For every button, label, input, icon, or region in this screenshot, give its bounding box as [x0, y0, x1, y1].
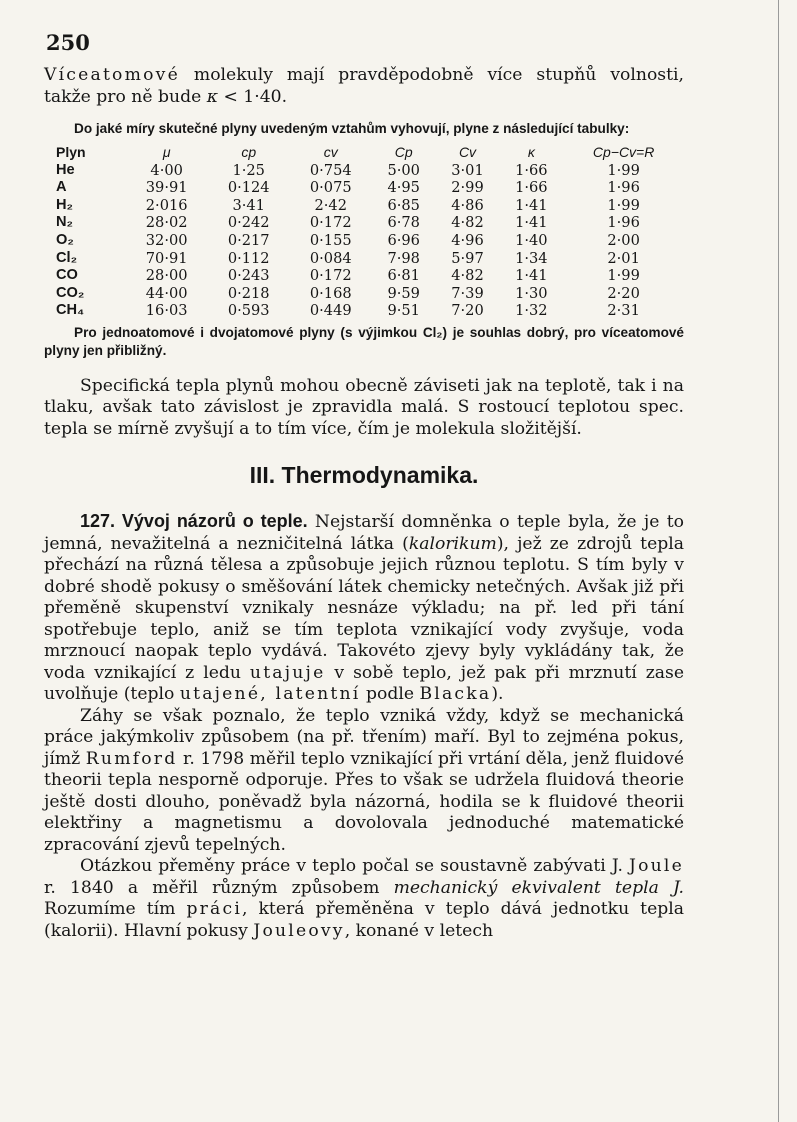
table-cell: 0·243	[227, 267, 270, 285]
table-cell: 9·51	[387, 302, 420, 320]
table-row	[44, 250, 684, 268]
table-cell: 0·242	[227, 214, 270, 232]
table-cell: 2·20	[607, 284, 640, 302]
table-cell: 2·99	[451, 179, 484, 197]
table-row	[44, 267, 684, 285]
table-header-cell: Plyn	[56, 144, 86, 160]
table-cell: 44·00	[145, 284, 188, 302]
table-row	[44, 162, 684, 180]
table-header-cell: cv	[323, 144, 338, 160]
table-header-cell: Cv	[458, 144, 477, 160]
gas-name-cell: O₂	[56, 231, 74, 248]
table-cell: 39·91	[145, 179, 188, 197]
table-cell: 3·01	[451, 161, 484, 179]
table-cell: 0·172	[309, 267, 352, 285]
table-cell: 4·00	[150, 161, 183, 179]
table-cell: 70·91	[145, 249, 188, 267]
table-cell: 7·20	[451, 302, 484, 320]
joule-paragraph: Otázkou přeměny práce v teplo počal se soustavně zabývati J. Joule r. 1840 a měřil různým způsobem mechanický ekvivalent tepla J. Rozumíme tím práci, která přeměněna v teplo dává jednotku tepla (kalorii). Hlavní pokusy Jouleovy, konané v letech	[44, 856, 685, 941]
table-cell: 1·41	[515, 267, 548, 285]
table-cell: 0·084	[309, 249, 352, 267]
table-cell: 16·03	[145, 302, 188, 320]
table-header-cell: κ	[527, 144, 535, 160]
gas-name-cell: CO	[56, 267, 78, 284]
table-cell: 2·31	[607, 302, 640, 320]
section-heading: III. Thermodynamika.	[249, 462, 479, 489]
table-cell: 4·82	[451, 267, 484, 285]
table-cell: 5·00	[387, 161, 420, 179]
table-row	[44, 179, 684, 197]
table-cell: 1·30	[515, 284, 548, 302]
table-cell: 0·172	[309, 214, 352, 232]
table-intro: Do jaké míry skutečné plyny uvedeným vztahům vyhovují, plyne z následující tabulky:	[74, 121, 630, 136]
table-cell: 0·075	[309, 179, 352, 197]
paragraph-127: 127. Vývoj názorů o teple. Nejstarší domněnka o teple byla, že je to jemná, nevažitelná a nezničitelná látka (kalorikum), jež ze zdrojů tepla přechází na různá tělesa a způsobuje jejich různou teplotu. S tím byly v dobré shodě pokusy o směšování látek chemicky netečných. Avšak již při přeměně skupenství vznikaly nesnáze výkladu; na př. led při tání spotřebuje teplo, aniž se tím teplota vznikající vody zvyšuje, voda mrznoucí naopak teplo vydává. Takovéto zjevy byly vykládány tak, že voda vznikající z ledu utajuje v sobě teplo, jež pak při mrznutí zase uvolňuje (teplo utajené, latentní podle Blacka).	[44, 511, 685, 705]
table-cell: 1·41	[515, 214, 548, 232]
table-body	[44, 162, 684, 320]
table-cell: 0·112	[227, 249, 270, 267]
table-cell: 1·41	[515, 196, 548, 214]
table-cell: 0·124	[227, 179, 270, 197]
table-cell: 6·81	[387, 267, 420, 285]
gas-table	[44, 144, 684, 320]
table-row	[44, 232, 684, 250]
page-edge-line	[778, 0, 779, 1122]
table-cell: 1·34	[515, 249, 548, 267]
table-header-cell: Cp	[394, 144, 413, 160]
gas-name-cell: Cl₂	[56, 249, 78, 266]
kappa-symbol: κ	[206, 86, 218, 107]
intro-paragraph: Víceatomové molekuly mají pravděpodobně více stupňů volnosti, takže pro ně bude κ < 1·40.	[44, 65, 684, 107]
gas-name-cell: He	[56, 161, 75, 178]
table-cell: 1·66	[515, 179, 548, 197]
table-cell: 28·02	[145, 214, 188, 232]
table-cell: 0·168	[309, 284, 352, 302]
table-cell: 6·78	[387, 214, 420, 232]
table-cell: 1·66	[515, 161, 548, 179]
table-cell: 2·00	[607, 231, 640, 249]
table-cell: 5·97	[451, 249, 484, 267]
table-cell: 3·41	[232, 196, 265, 214]
table-cell: 1·40	[515, 231, 548, 249]
specific-heat-paragraph: Specifická tepla plynů mohou obecně záviseti jak na teplotě, tak i na tlaku, avšak tato závislost je zpravidla malá. S rostoucí teplotou spec. tepla se mírně zvyšují a to tím více, čím je molekula složitější.	[44, 375, 684, 439]
table-row	[44, 214, 684, 232]
table-cell: 9·59	[387, 284, 420, 302]
table-cell: 0·754	[309, 161, 352, 179]
table-cell: 1·96	[607, 214, 640, 232]
table-cell: 1·99	[607, 196, 640, 214]
table-cell: 6·96	[387, 231, 420, 249]
table-cell: 1·99	[607, 267, 640, 285]
book-page	[44, 30, 684, 942]
spaced-term: Víceatomové	[44, 65, 180, 85]
table-cell: 1·99	[607, 161, 640, 179]
table-cell: 2·01	[607, 249, 640, 267]
table-cell: 1·32	[515, 302, 548, 320]
table-cell: 7·98	[387, 249, 420, 267]
table-cell: 0·217	[227, 231, 270, 249]
gas-name-cell: CH₄	[56, 302, 85, 319]
gas-name-cell: H₂	[56, 196, 74, 213]
table-cell: 0·155	[309, 231, 352, 249]
table-cell: 1·25	[232, 161, 265, 179]
table-row	[44, 197, 684, 215]
gas-name-cell: N₂	[56, 214, 74, 231]
table-cell: 4·86	[451, 196, 484, 214]
rumford-paragraph: Záhy se však poznalo, že teplo vzniká vždy, když se mechanická práce jakýmkoliv způsobem (na př. třením) maří. Byl to zejména pokus, jímž Rumford r. 1798 měřil teplo vznikající při vrtání děla, jenž fluidové theorii tepla nesporně odporuje. Přes to však se udržela fluidová theorie ještě dosti dlouho, poněvadž byla názorná, hodila se k fluidové theorii elektřiny a magnetismu a dovolovala jednoduché matematické zpracování zjevů tepelných.	[44, 705, 685, 855]
gas-name-cell: A	[56, 179, 67, 196]
table-header-row	[44, 144, 684, 162]
table-cell: 7·39	[451, 284, 484, 302]
table-cell: 32·00	[145, 231, 188, 249]
paragraph-heading: 127. Vývoj názorů o teple.	[80, 511, 308, 532]
table-cell: 2·42	[314, 196, 347, 214]
table-cell: 6·85	[387, 196, 420, 214]
table-cell: 0·593	[227, 302, 270, 320]
table-cell: 0·449	[309, 302, 352, 320]
table-cell: 0·218	[227, 284, 270, 302]
table-cell: 4·82	[451, 214, 484, 232]
table-cell: 4·96	[451, 231, 484, 249]
gas-name-cell: CO₂	[56, 284, 85, 301]
page-number: 250	[46, 30, 90, 55]
table-cell: 4·95	[387, 179, 420, 197]
table-header-cell: cp	[241, 144, 257, 160]
table-row	[44, 302, 684, 320]
table-cell: 28·00	[145, 267, 188, 285]
table-cell: 1·96	[607, 179, 640, 197]
table-note: Pro jednoatomové i dvojatomové plyny (s výjimkou Cl₂) je souhlas dobrý, pro víceatomové plyny jen přibližný.	[44, 324, 684, 358]
table-header-cell: Cp−Cv=R	[592, 144, 655, 160]
table-row	[44, 285, 684, 303]
table-header-cell: μ	[162, 144, 171, 160]
table-cell: 2·016	[145, 196, 188, 214]
